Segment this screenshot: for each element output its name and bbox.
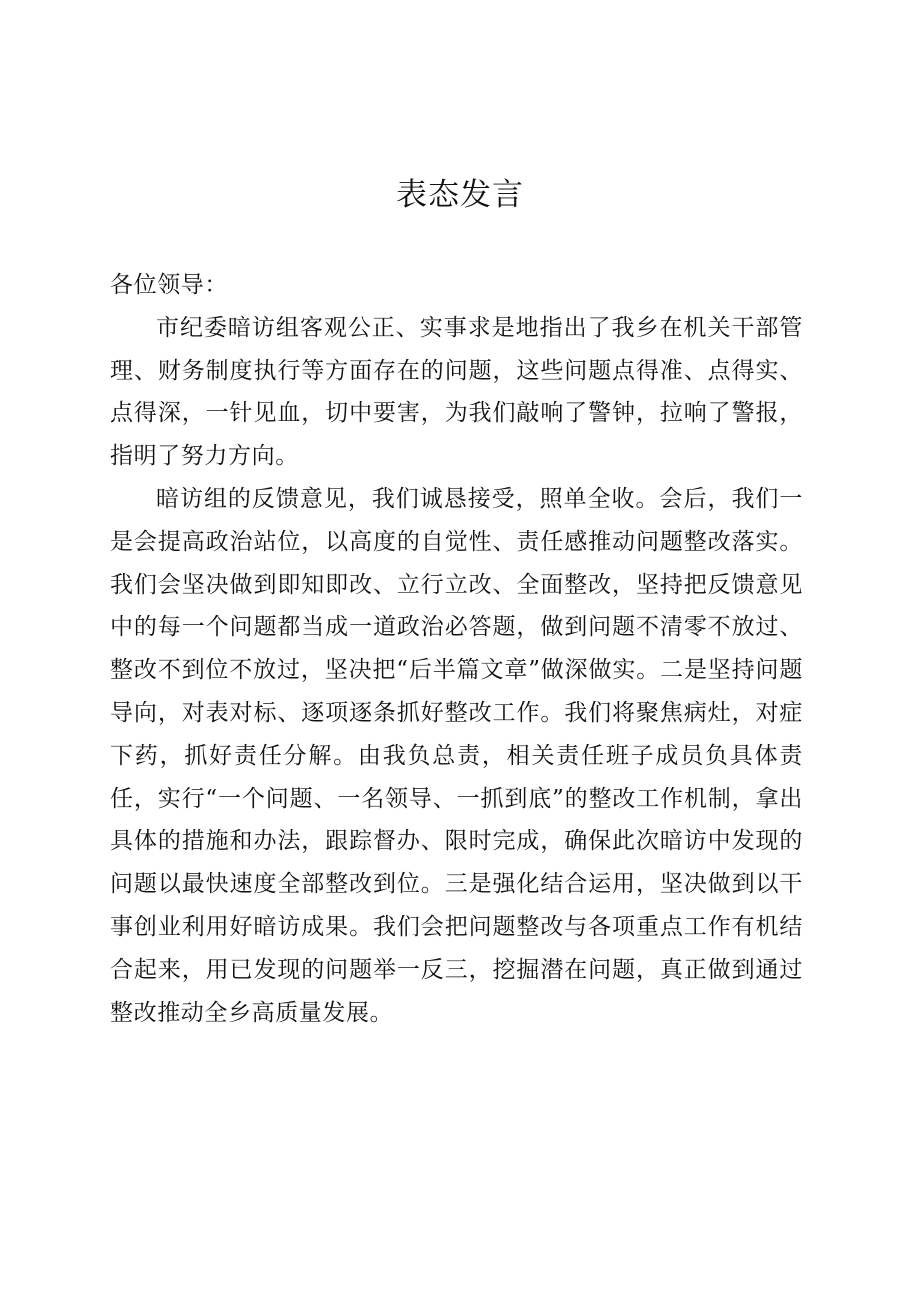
- salutation: 各位领导：: [110, 272, 228, 298]
- paragraph-1: 市纪委暗访组客观公正、实事求是地指出了我乡在机关干部管理、财务制度执行等方面存在的问题，这些问题点得准、点得实、点得深，一针见血，切中要害，为我们敲响了警钟，拉响了警报，指明了努力方向。: [110, 314, 803, 470]
- document-title: 表态发言: [396, 177, 524, 213]
- paragraph-2: 暗访组的反馈意见，我们诚恳接受，照单全收。会后，我们一是会提高政治站位，以高度的自觉性、责任感推动问题整改落实。我们会坚决做到即知即改、立行立改、全面整改，坚持把反馈意见中的每一个问题都当成一道政治必答题，做到问题不清零不放过、整改不到位不放过，坚决把“后半篇文章”做深做实。二是坚持问题导向，对表对标、逐项逐条抓好整改工作。我们将聚焦病灶，对症下药，抓好责任分解。由我负总责，相关责任班子成员负具体责任，实行“一个问题、一名领导、一抓到底”的整改工作机制，拿出具体的措施和办法，跟踪督办、限时完成，确保此次暗访中发现的问题以最快速度全部整改到位。三是强化结合运用，坚决做到以干事创业利用好暗访成果。我们会把问题整改与各项重点工作有机结合起来，用已发现的问题举一反三，挖掘潜在问题，真正做到通过整改推动全乡高质量发展。: [110, 485, 803, 1026]
- document-body: [110, 264, 803, 1034]
